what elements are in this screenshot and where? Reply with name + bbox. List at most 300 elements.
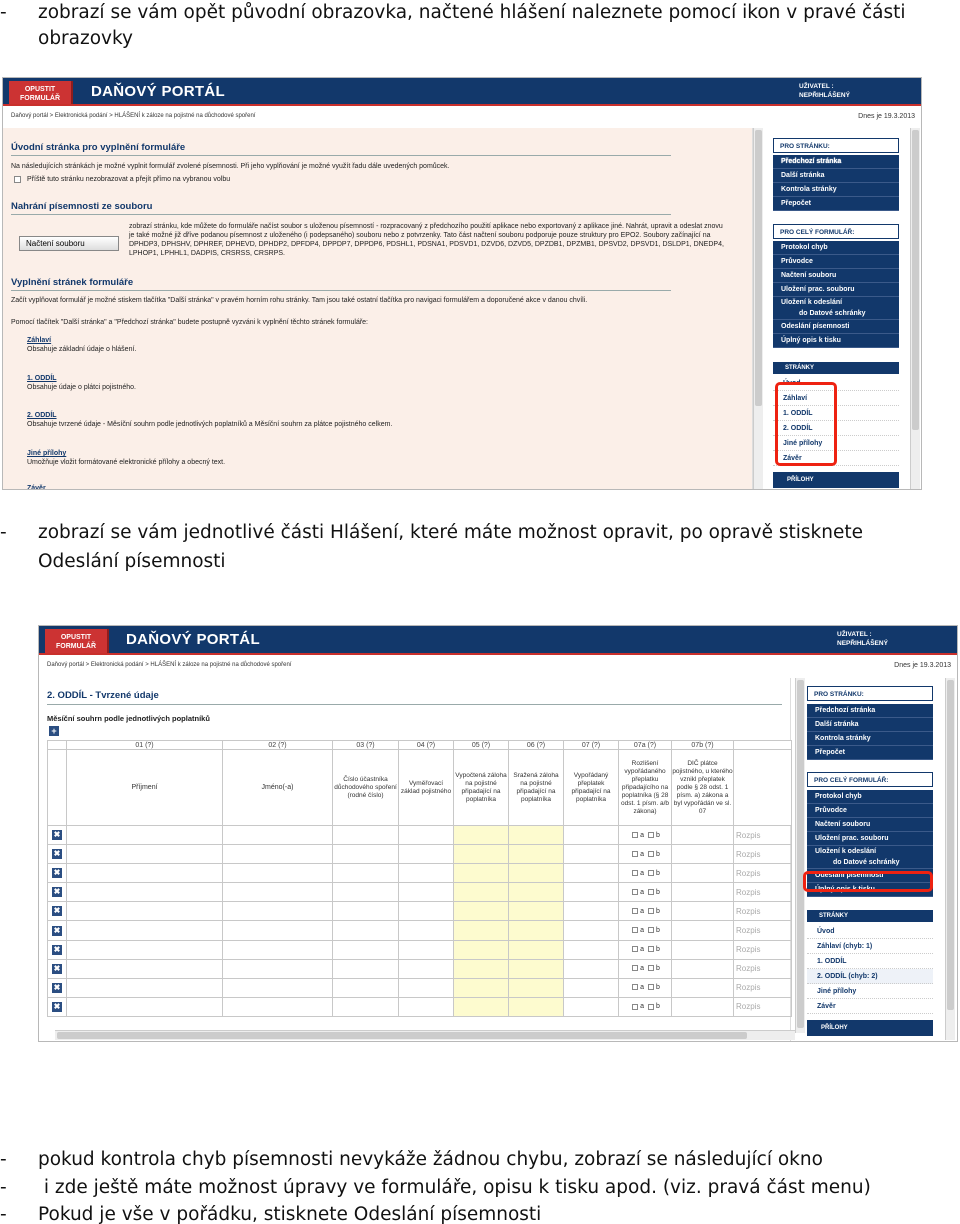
settled-overpayment-input[interactable] — [564, 997, 619, 1016]
page-actions-header: PRO STRÁNKU: — [773, 138, 899, 153]
col-label-01: Příjmení — [67, 750, 223, 826]
option-b-label: b — [655, 869, 660, 877]
fill-description: Začít vyplňovat formulář je možné stiskem tlačítka "Další stránka" v pravém horním rohu stránky. Tam jsou také ostatní tlačítka pro navigaci formulářem a doporučené akce v danou chvíli. — [11, 297, 588, 304]
col-code-06[interactable]: 06 (?) — [509, 741, 564, 750]
remove-row-icon[interactable]: ✖ — [53, 963, 61, 973]
option-a-label: a — [640, 850, 645, 858]
option-b-checkbox[interactable] — [648, 946, 654, 952]
print-copy-button[interactable]: Úplný opis k tisku — [807, 883, 933, 897]
col-code-02[interactable]: 02 (?) — [223, 741, 333, 750]
surname-input[interactable] — [67, 940, 223, 959]
desc-zahlavi: Obsahuje základní údaje o hlášení. — [27, 346, 137, 353]
scrollbar-thumb[interactable] — [947, 680, 954, 1010]
sidebar-attachments — [773, 472, 899, 488]
option-b-label: b — [655, 984, 660, 992]
remove-row-icon[interactable]: ✖ — [53, 1001, 61, 1011]
option-b-checkbox[interactable] — [648, 851, 654, 857]
load-file-menu-button[interactable]: Načtení souboru — [773, 269, 899, 283]
remove-row-cell[interactable] — [48, 826, 67, 845]
payer-tin-input[interactable] — [672, 826, 734, 845]
remove-row-cell[interactable] — [48, 978, 67, 997]
calculated-advance-input[interactable] — [454, 997, 509, 1016]
save-work-file-button[interactable]: Uložení prac. souboru — [807, 832, 933, 846]
send-document-button[interactable]: Odeslání písemnosti — [773, 320, 899, 334]
remove-row-icon[interactable]: ✖ — [53, 982, 61, 992]
assessment-base-input[interactable] — [399, 921, 454, 940]
calculated-advance-input[interactable] — [454, 845, 509, 864]
name-input[interactable] — [223, 864, 333, 883]
payer-tin-input[interactable] — [672, 883, 734, 902]
breakdown-link[interactable]: Rozpis — [734, 997, 792, 1016]
page-link-zahlavi[interactable]: Záhlaví (chyb: 1) — [807, 939, 933, 954]
divider — [47, 704, 782, 705]
pages-header: STRÁNKY — [773, 362, 899, 374]
main-scrollbar[interactable] — [795, 678, 805, 1033]
col-label-07: Vypořádaný přeplatek připadající na poplatníka — [564, 750, 619, 826]
option-b-label: b — [655, 927, 660, 935]
bullet-dash: - — [0, 1176, 7, 1198]
calculated-advance-input[interactable] — [454, 902, 509, 921]
breadcrumb[interactable]: Daňový portál > Elektronická podání > HLÁŠENÍ k záloze na pojistné na důchodové spoření — [11, 113, 256, 119]
participant-number-input[interactable] — [333, 959, 399, 978]
date-label: Dnes je 19.3.2013 — [894, 662, 951, 669]
assessment-base-input[interactable] — [399, 940, 454, 959]
option-a-label: a — [640, 965, 645, 973]
deducted-advance-input[interactable] — [509, 978, 564, 997]
page-link-oddil-1[interactable]: 1. ODDÍL — [807, 954, 933, 969]
next-page-button[interactable]: Další stránka — [773, 169, 899, 183]
remove-row-icon[interactable]: ✖ — [53, 925, 61, 935]
name-input[interactable] — [223, 883, 333, 902]
calculated-advance-input[interactable] — [454, 921, 509, 940]
col-code-01[interactable]: 01 (?) — [67, 741, 223, 750]
table-code-row — [48, 741, 792, 750]
link-jine-prilohy[interactable]: Jiné přílohy — [27, 450, 67, 457]
settled-overpayment-input[interactable] — [564, 921, 619, 940]
option-a-checkbox[interactable] — [632, 889, 638, 895]
leave-form-button[interactable]: OPUSTIT FORMULÁŘ — [45, 629, 109, 653]
participant-number-input[interactable] — [333, 978, 399, 997]
option-a-label: a — [640, 946, 645, 954]
participant-number-input[interactable] — [333, 940, 399, 959]
scrollbar-thumb[interactable] — [755, 130, 762, 406]
deducted-advance-input[interactable] — [509, 883, 564, 902]
remove-row-icon[interactable]: ✖ — [53, 887, 61, 897]
add-row-icon[interactable]: + — [49, 726, 59, 736]
option-a-label: a — [640, 984, 645, 992]
breakdown-link[interactable]: Rozpis — [734, 845, 792, 864]
option-a-checkbox[interactable] — [632, 984, 638, 990]
remove-row-icon[interactable]: ✖ — [53, 830, 61, 840]
settled-overpayment-input[interactable] — [564, 940, 619, 959]
breakdown-link[interactable]: Rozpis — [734, 978, 792, 997]
highlight-send-button-box — [803, 871, 933, 892]
page-link-oddil-1[interactable]: 1. ODDÍL — [773, 406, 899, 421]
user-label: UŽIVATEL : — [837, 631, 872, 638]
page-link-oddil-2[interactable]: 2. ODDÍL — [773, 421, 899, 436]
save-for-sending-button-line2[interactable]: do Datové schránky — [773, 308, 899, 320]
table-row — [48, 826, 792, 845]
participant-number-input[interactable] — [333, 883, 399, 902]
skip-intro-label: Příště tuto stránku nezobrazovat a přejít přímo na vybranou volbu — [27, 176, 231, 183]
remove-row-icon[interactable]: ✖ — [53, 849, 61, 859]
col-label-02: Jméno(-a) — [223, 750, 333, 826]
date-label: Dnes je 19.3.2013 — [858, 113, 915, 120]
surname-input[interactable] — [67, 864, 223, 883]
load-description: zobrazí stránku, kde můžete do formuláře načíst soubor s uloženou písemností - rozpracovaný z předchozího použití aplikace nebo exportovaný z aplikace jiné. Nahrát, upravit a odeslat znovu je také možné již dříve podanou písemnost z uloženého (i podepsaného) souboru nebo z potvrzenky. Tato část načtení souboru podporuje pouze struktury pro EPO2. Soubory začínající na DPHDP3, DPHSHV, DPHREF, DPHEVD, DPHDP2, DPFDP4, DPPDP7, DPPDP6, PDSHL1, PDSNA1, PDSVD1, DZVD6, DZVD5, DPZDB1, DPZMB1, DPSVD2, DPSVD1, DSLDP1, DNEDP4, LPHOP1, LPHHL1, DADPIS, CRSRSS, CRSRPS. — [129, 223, 724, 257]
attachments-header: PŘÍLOHY — [807, 1020, 933, 1036]
load-section-title: Nahrání písemnosti ze souboru — [11, 201, 153, 212]
overpayment-type-cell[interactable] — [619, 826, 672, 845]
main-content — [39, 678, 791, 1042]
page-link-uvod[interactable]: Úvod — [773, 376, 899, 391]
table-row — [48, 978, 792, 997]
name-input[interactable] — [223, 940, 333, 959]
remove-row-cell[interactable] — [48, 959, 67, 978]
assessment-base-input[interactable] — [399, 826, 454, 845]
breakdown-link[interactable]: Rozpis — [734, 940, 792, 959]
settled-overpayment-input[interactable] — [564, 959, 619, 978]
intro-text: Na následujících stránkách je možné vyplnit formulář zvolené písemnosti. Při jeho vyplňování je možné využít řadu dále uvedených pomůcek. — [11, 163, 450, 170]
empty-header — [734, 750, 792, 826]
sidebar-pages — [807, 910, 933, 1014]
bullet-dash: - — [0, 1149, 7, 1170]
print-copy-button[interactable]: Úplný opis k tisku — [773, 334, 899, 348]
remove-row-icon[interactable]: ✖ — [53, 906, 61, 916]
link-zahlavi[interactable]: Záhlaví — [27, 337, 52, 344]
table-row — [48, 959, 792, 978]
screenshot-section-2-page — [38, 625, 958, 1042]
table-row — [48, 940, 792, 959]
scrollbar-thumb[interactable] — [797, 680, 804, 1028]
guide-button[interactable]: Průvodce — [773, 255, 899, 269]
table-subtitle: Měsíční souhrn podle jednotlivých poplatníků — [47, 714, 210, 723]
remove-row-icon[interactable]: ✖ — [53, 944, 61, 954]
attachments-header: PŘÍLOHY — [773, 472, 899, 488]
option-b-checkbox[interactable] — [648, 1004, 654, 1010]
page-link-jine-prilohy[interactable]: Jiné přílohy — [773, 436, 899, 451]
previous-page-button[interactable]: Předchozí stránka — [773, 155, 899, 169]
bullet-dash: - — [0, 2, 7, 23]
empty-header — [48, 741, 67, 750]
name-input[interactable] — [223, 978, 333, 997]
assessment-base-input[interactable] — [399, 864, 454, 883]
option-a-label: a — [640, 907, 645, 915]
participant-number-input[interactable] — [333, 864, 399, 883]
name-input[interactable] — [223, 921, 333, 940]
remove-row-cell[interactable] — [48, 864, 67, 883]
option-a-checkbox[interactable] — [632, 1004, 638, 1010]
error-protocol-button[interactable]: Protokol chyb — [807, 790, 933, 804]
link-zaver[interactable]: Závěr — [27, 485, 46, 490]
option-a-checkbox[interactable] — [632, 832, 638, 838]
load-file-menu-button[interactable]: Načtení souboru — [807, 818, 933, 832]
option-a-checkbox[interactable] — [632, 946, 638, 952]
surname-input[interactable] — [67, 826, 223, 845]
fill-section-title: Vyplnění stránek formuláře — [11, 277, 134, 288]
main-scrollbar[interactable] — [753, 128, 763, 490]
scrollbar-thumb[interactable] — [57, 1032, 747, 1039]
page-link-zaver[interactable]: Závěr — [807, 999, 933, 1014]
save-for-sending-button[interactable]: Uložení k odeslání — [773, 297, 899, 308]
sidebar-attachments — [807, 1020, 933, 1036]
option-b-checkbox[interactable] — [648, 832, 654, 838]
save-for-sending-button[interactable]: Uložení k odeslání — [807, 846, 933, 857]
col-label-03: Číslo účastníka důchodového spoření (rodné číslo) — [333, 750, 399, 826]
check-page-button[interactable]: Kontrola stránky — [807, 732, 933, 746]
deducted-advance-input[interactable] — [509, 921, 564, 940]
remove-row-cell[interactable] — [48, 845, 67, 864]
link-oddil-2[interactable]: 2. ODDÍL — [27, 412, 57, 419]
calculated-advance-input[interactable] — [454, 883, 509, 902]
overpayment-type-cell[interactable] — [619, 883, 672, 902]
payer-tin-input[interactable] — [672, 940, 734, 959]
remove-row-icon[interactable]: ✖ — [53, 868, 61, 878]
empty-header — [48, 750, 67, 826]
save-work-file-button[interactable]: Uložení prac. souboru — [773, 283, 899, 297]
remove-row-cell[interactable] — [48, 940, 67, 959]
option-a-label: a — [640, 888, 645, 896]
surname-input[interactable] — [67, 921, 223, 940]
table-row — [48, 864, 792, 883]
option-a-label: a — [640, 869, 645, 877]
recalculate-button[interactable]: Přepočet — [773, 197, 899, 211]
overpayment-type-cell[interactable] — [619, 864, 672, 883]
sidebar-page-actions — [807, 686, 933, 760]
desc-oddil-1: Obsahuje údaje o plátci pojistného. — [27, 384, 136, 391]
option-a-label: a — [640, 831, 645, 839]
table-row — [48, 997, 792, 1016]
bullet-2-text: i zde ještě máte možnost úpravy ve formuláře, opisu k tisku apod. (viz. pravá část menu) — [38, 1176, 871, 1198]
deducted-advance-input[interactable] — [509, 864, 564, 883]
window-scrollbar[interactable] — [910, 128, 920, 490]
calculated-advance-input[interactable] — [454, 978, 509, 997]
page-link-uvod[interactable]: Úvod — [807, 924, 933, 939]
option-b-label: b — [655, 965, 660, 973]
overpayment-type-cell[interactable] — [619, 902, 672, 921]
portal-title: DAŇOVÝ PORTÁL — [126, 631, 260, 648]
settled-overpayment-input[interactable] — [564, 902, 619, 921]
overpayment-type-cell[interactable] — [619, 959, 672, 978]
breakdown-link[interactable]: Rozpis — [734, 864, 792, 883]
settled-overpayment-input[interactable] — [564, 864, 619, 883]
paragraph-1-text: zobrazí se vám opět původní obrazovka, načtené hlášení naleznete pomocí ikon v pravé části obrazovky — [38, 2, 906, 49]
error-protocol-button[interactable]: Protokol chyb — [773, 241, 899, 255]
col-code-07[interactable]: 07 (?) — [564, 741, 619, 750]
col-code-07a[interactable]: 07a (?) — [619, 741, 672, 750]
col-label-06: Sražená záloha na pojistné připadající na poplatníka — [509, 750, 564, 826]
divider — [11, 155, 671, 156]
payer-tin-input[interactable] — [672, 864, 734, 883]
surname-input[interactable] — [67, 997, 223, 1016]
option-b-checkbox[interactable] — [648, 965, 654, 971]
surname-input[interactable] — [67, 959, 223, 978]
user-label: UŽIVATEL : — [799, 83, 834, 90]
horizontal-scrollbar[interactable] — [55, 1030, 795, 1040]
breakdown-link[interactable]: Rozpis — [734, 826, 792, 845]
table-row — [48, 921, 792, 940]
assessment-base-input[interactable] — [399, 845, 454, 864]
settled-overpayment-input[interactable] — [564, 978, 619, 997]
option-b-label: b — [655, 831, 660, 839]
payer-tin-input[interactable] — [672, 978, 734, 997]
load-file-button[interactable]: Načtení souboru — [19, 236, 119, 251]
form-actions-header: PRO CELÝ FORMULÁŘ: — [807, 772, 933, 787]
portal-header — [39, 626, 957, 655]
col-label-05: Vypočtená záloha na pojistné připadající na poplatníka — [454, 750, 509, 826]
overpayment-type-cell[interactable] — [619, 978, 672, 997]
highlight-pages-box — [775, 382, 837, 466]
sidebar-form-actions — [773, 224, 899, 348]
paragraph-2-text: zobrazí se vám jednotlivé části Hlášení, které máte možnost opravit, po opravě stisknete Odeslání písemnosti — [38, 522, 863, 572]
link-oddil-1[interactable]: 1. ODDÍL — [27, 375, 57, 382]
page-link-oddil-2[interactable]: 2. ODDÍL (chyb: 2) — [807, 969, 933, 984]
name-input[interactable] — [223, 902, 333, 921]
scrollbar-thumb[interactable] — [912, 130, 919, 430]
user-value: NEPŘIHLÁŠENÝ — [837, 640, 888, 647]
breakdown-link[interactable]: Rozpis — [734, 921, 792, 940]
deducted-advance-input[interactable] — [509, 902, 564, 921]
leave-form-button[interactable]: OPUSTIT FORMULÁŘ — [9, 81, 73, 104]
breakdown-link[interactable]: Rozpis — [734, 902, 792, 921]
name-input[interactable] — [223, 997, 333, 1016]
deducted-advance-input[interactable] — [509, 845, 564, 864]
col-code-04[interactable]: 04 (?) — [399, 741, 454, 750]
check-page-button[interactable]: Kontrola stránky — [773, 183, 899, 197]
assessment-base-input[interactable] — [399, 902, 454, 921]
calculated-advance-input[interactable] — [454, 940, 509, 959]
empty-header — [734, 741, 792, 750]
bullet-dash: - — [0, 1204, 7, 1224]
remove-row-cell[interactable] — [48, 997, 67, 1016]
col-label-04: Vyměřovací základ pojistného — [399, 750, 454, 826]
option-b-checkbox[interactable] — [648, 889, 654, 895]
page-title: Úvodní stránka pro vyplnění formuláře — [11, 142, 186, 153]
guide-button[interactable]: Průvodce — [807, 804, 933, 818]
option-a-checkbox[interactable] — [632, 870, 638, 876]
option-b-label: b — [655, 907, 660, 915]
payer-tin-input[interactable] — [672, 959, 734, 978]
assessment-base-input[interactable] — [399, 883, 454, 902]
bullet-dash: - — [0, 522, 7, 543]
calculated-advance-input[interactable] — [454, 864, 509, 883]
window-scrollbar[interactable] — [945, 678, 955, 1040]
screenshot-intro-page — [2, 77, 922, 490]
calculated-advance-input[interactable] — [454, 826, 509, 845]
skip-intro-checkbox[interactable] — [14, 176, 21, 183]
surname-input[interactable] — [67, 845, 223, 864]
assessment-base-input[interactable] — [399, 959, 454, 978]
option-b-checkbox[interactable] — [648, 984, 654, 990]
remove-row-cell[interactable] — [48, 883, 67, 902]
deducted-advance-input[interactable] — [509, 959, 564, 978]
assessment-base-input[interactable] — [399, 978, 454, 997]
form-actions-header: PRO CELÝ FORMULÁŘ: — [773, 224, 899, 239]
main-content — [3, 128, 753, 490]
bullet-1-text: pokud kontrola chyb písemnosti nevykáže žádnou chybu, zobrazí se následující okno — [38, 1149, 823, 1170]
participant-number-input[interactable] — [333, 826, 399, 845]
col-label-07a: Rozlišení vypořádaného přeplatku připadajícího na poplatníka (§ 28 odst. 1 písm. a/b zákona) — [619, 750, 672, 826]
settled-overpayment-input[interactable] — [564, 883, 619, 902]
name-input[interactable] — [223, 845, 333, 864]
option-a-checkbox[interactable] — [632, 927, 638, 933]
deducted-advance-input[interactable] — [509, 997, 564, 1016]
page-link-zaver[interactable]: Závěr — [773, 451, 899, 466]
breakdown-link[interactable]: Rozpis — [734, 883, 792, 902]
option-a-checkbox[interactable] — [632, 965, 638, 971]
pages-header: STRÁNKY — [807, 910, 933, 922]
payer-tin-input[interactable] — [672, 921, 734, 940]
option-b-label: b — [655, 888, 660, 896]
surname-input[interactable] — [67, 883, 223, 902]
option-a-label: a — [640, 927, 645, 935]
settled-overpayment-input[interactable] — [564, 845, 619, 864]
payer-tin-input[interactable] — [672, 902, 734, 921]
option-b-checkbox[interactable] — [648, 908, 654, 914]
option-a-checkbox[interactable] — [632, 851, 638, 857]
send-document-button[interactable]: Odeslání písemnosti — [807, 869, 933, 883]
col-label-07b: DIČ plátce pojistného, u kterého vznikl přeplatek podle § 28 odst. 1 písm. a) zákona a byl vypořádán ve sl. 07 — [672, 750, 734, 826]
page-link-zahlavi[interactable]: Záhlaví — [773, 391, 899, 406]
deducted-advance-input[interactable] — [509, 826, 564, 845]
overpayment-type-cell[interactable] — [619, 921, 672, 940]
assessment-base-input[interactable] — [399, 997, 454, 1016]
page-title: 2. ODDÍL - Tvrzené údaje — [47, 690, 159, 701]
participant-number-input[interactable] — [333, 921, 399, 940]
table-row — [48, 883, 792, 902]
remove-row-cell[interactable] — [48, 902, 67, 921]
remove-row-cell[interactable] — [48, 921, 67, 940]
participant-number-input[interactable] — [333, 902, 399, 921]
user-value: NEPŘIHLÁŠENÝ — [799, 92, 850, 99]
col-code-03[interactable]: 03 (?) — [333, 741, 399, 750]
persons-table — [47, 740, 792, 1017]
payer-tin-input[interactable] — [672, 845, 734, 864]
desc-oddil-2: Obsahuje tvrzené údaje - Měsíční souhrn podle jednotlivých poplatníků a Měsíční souhrn za plátce pojistného celkem. — [27, 421, 393, 428]
overpayment-type-cell[interactable] — [619, 845, 672, 864]
recalculate-button[interactable]: Přepočet — [807, 746, 933, 760]
divider — [11, 290, 671, 291]
table-row — [48, 902, 792, 921]
col-code-07b[interactable]: 07b (?) — [672, 741, 734, 750]
option-b-checkbox[interactable] — [648, 870, 654, 876]
option-b-label: b — [655, 946, 660, 954]
participant-number-input[interactable] — [333, 997, 399, 1016]
surname-input[interactable] — [67, 978, 223, 997]
save-for-sending-button-line2[interactable]: do Datové schránky — [807, 857, 933, 869]
previous-page-button[interactable]: Předchozí stránka — [807, 704, 933, 718]
breakdown-link[interactable]: Rozpis — [734, 959, 792, 978]
calculated-advance-input[interactable] — [454, 959, 509, 978]
col-code-05[interactable]: 05 (?) — [454, 741, 509, 750]
overpayment-type-cell[interactable] — [619, 940, 672, 959]
overpayment-type-cell[interactable] — [619, 997, 672, 1016]
option-a-checkbox[interactable] — [632, 908, 638, 914]
participant-number-input[interactable] — [333, 845, 399, 864]
page-link-jine-prilohy[interactable]: Jiné přílohy — [807, 984, 933, 999]
deducted-advance-input[interactable] — [509, 940, 564, 959]
name-input[interactable] — [223, 959, 333, 978]
settled-overpayment-input[interactable] — [564, 826, 619, 845]
next-page-button[interactable]: Další stránka — [807, 718, 933, 732]
sidebar-page-actions — [773, 138, 899, 211]
bullet-3-text: Pokud je vše v pořádku, stisknete Odeslání písemnosti — [38, 1204, 542, 1224]
option-b-checkbox[interactable] — [648, 927, 654, 933]
payer-tin-input[interactable] — [672, 997, 734, 1016]
name-input[interactable] — [223, 826, 333, 845]
breadcrumb[interactable]: Daňový portál > Elektronická podání > HLÁŠENÍ k záloze na pojistné na důchodové spoření — [47, 662, 292, 668]
surname-input[interactable] — [67, 902, 223, 921]
